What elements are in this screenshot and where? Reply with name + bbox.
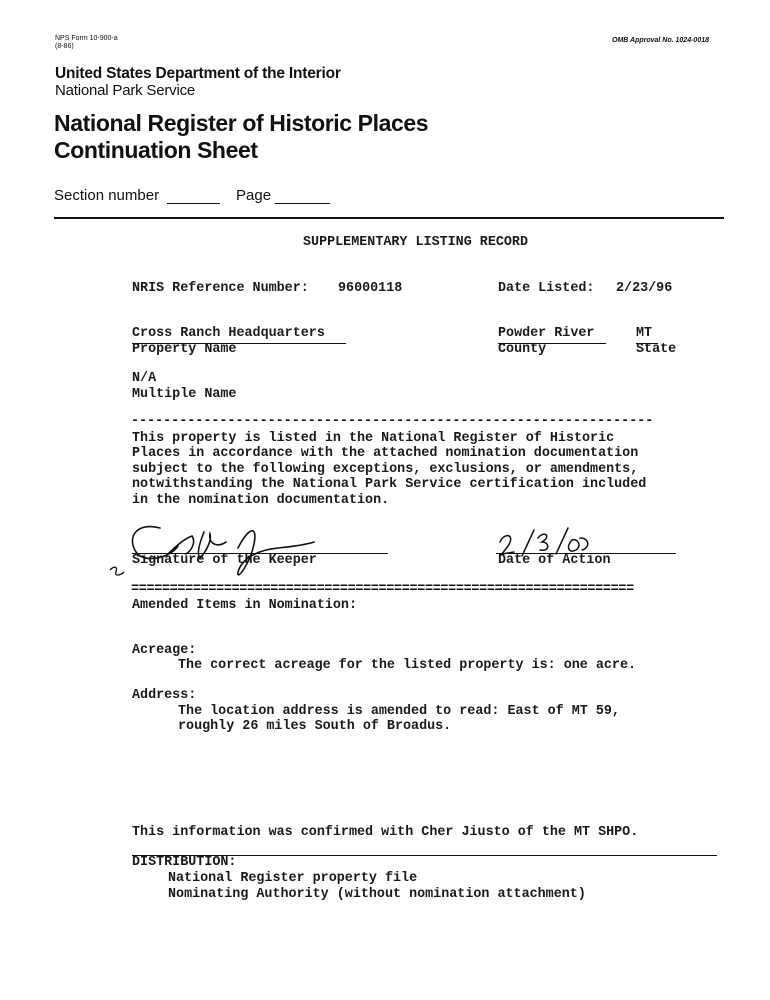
property-name-label: Property Name [132, 342, 237, 357]
county-label: County [498, 342, 547, 357]
header-rule [54, 217, 724, 219]
statement-line-4: notwithstanding the National Park Service certification included [132, 477, 647, 492]
nris-label: NRIS Reference Number: [132, 281, 309, 296]
signature-label: Signature of the Keeper [132, 553, 317, 568]
statement-line-5: in the nomination documentation. [132, 493, 390, 508]
section-number-label: Section number [54, 187, 160, 204]
distribution-item-2: Nominating Authority (without nomination attachment) [168, 887, 586, 902]
date-listed-value: 2/23/96 [616, 281, 673, 296]
property-name-value: Cross Ranch Headquarters [132, 326, 325, 341]
page-blank [275, 203, 330, 204]
page-label: Page [236, 187, 272, 204]
handwritten-date [494, 524, 594, 564]
date-of-action-label: Date of Action [498, 553, 611, 568]
confirmation-text: This information was confirmed with Cher Jiusto of the MT SHPO. [132, 825, 639, 840]
county-value: Powder River [498, 326, 595, 341]
statement-line-1: This property is listed in the National Register of Historic [132, 431, 615, 446]
state-label: State [636, 342, 677, 357]
amended-heading: Amended Items in Nomination: [132, 598, 357, 613]
distribution-item-1: National Register property file [168, 871, 418, 886]
distribution-label: DISTRIBUTION: [132, 855, 237, 870]
omb-approval: OMB Approval No. 1024-0018 [612, 37, 709, 44]
state-value: MT [636, 326, 653, 341]
page-subtitle: Continuation Sheet [54, 137, 258, 163]
form-date: (8-86) [55, 43, 74, 50]
department-name: United States Department of the Interior [55, 65, 341, 82]
acreage-text: The correct acreage for the listed property is: one acre. [178, 658, 637, 673]
address-label: Address: [132, 688, 197, 703]
form-number: NPS Form 10-900-a [55, 35, 118, 42]
section-number-blank [167, 203, 220, 204]
statement-line-2: Places in accordance with the attached nomination documentation [132, 446, 639, 461]
date-listed-label: Date Listed: [498, 281, 595, 296]
nris-value: 96000118 [338, 281, 403, 296]
acreage-label: Acreage: [132, 643, 197, 658]
page-title: National Register of Historic Places [54, 110, 429, 136]
address-text-line-1: The location address is amended to read: East of MT 59, [178, 704, 620, 719]
double-rule: ================================================================= [131, 582, 634, 597]
dashed-separator: ----------------------------------------------------------------- [131, 414, 654, 429]
service-name: National Park Service [55, 82, 196, 99]
record-heading: SUPPLEMENTARY LISTING RECORD [303, 235, 528, 250]
multiple-name-label: Multiple Name [132, 387, 237, 402]
statement-line-3: subject to the following exceptions, exclusions, or amendments, [132, 462, 639, 477]
keeper-signature [108, 518, 368, 588]
multiple-name-value: N/A [132, 371, 157, 386]
address-text-line-2: roughly 26 miles South of Broadus. [178, 719, 452, 734]
